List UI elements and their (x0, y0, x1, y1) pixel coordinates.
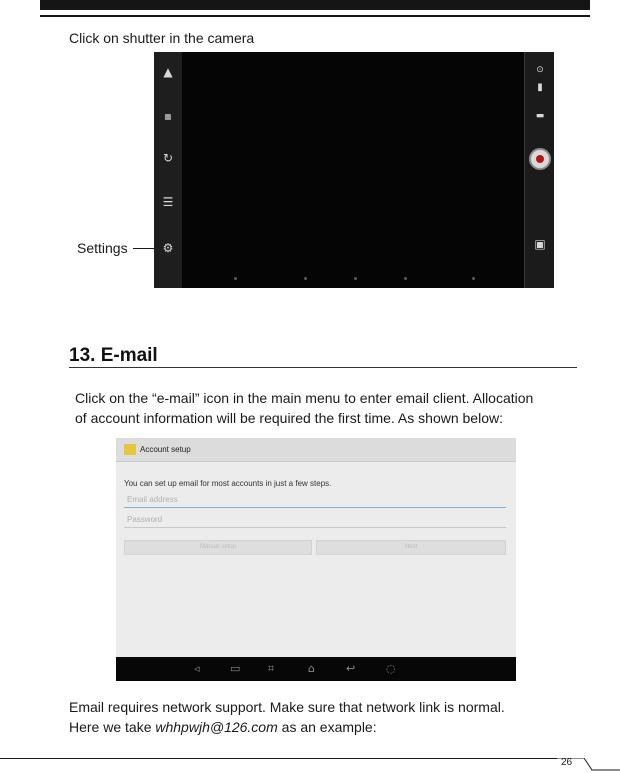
account-setup-screenshot (116, 438, 516, 681)
settings-icon[interactable]: ⚙ (162, 241, 174, 255)
camera-intro-text: Click on shutter in the camera (69, 30, 255, 46)
network-note: Email requires network support. Make sure that network link is normal. (69, 699, 505, 715)
section-rule (69, 367, 577, 368)
camera-mode-icon[interactable]: ▲ (163, 65, 173, 79)
settings-callout-line (133, 248, 154, 249)
password-field[interactable]: Password (124, 514, 506, 528)
body-text-line-2: of account information will be required the first time. As shown below: (75, 410, 503, 426)
section-title: 13. E-mail (69, 345, 158, 366)
effects-icon[interactable]: ☰ (162, 195, 174, 209)
back-icon[interactable]: ▭ (230, 662, 241, 675)
return-icon[interactable]: ↩ (346, 662, 356, 675)
volume-down-icon[interactable]: ◃ (194, 662, 200, 675)
example-suffix: as an example: (277, 719, 377, 735)
gallery-icon[interactable]: ▣ (534, 237, 546, 251)
manual-setup-button[interactable]: Manual setup (124, 540, 312, 555)
android-navigation-bar (116, 657, 516, 681)
example-prefix: Here we take (69, 719, 156, 735)
volume-up-icon[interactable]: ◌ (386, 662, 396, 675)
email-address-field[interactable]: Email address (124, 494, 506, 508)
body-text-line-1: Click on the “e-mail” icon in the main menu to enter email client. Allocation (75, 390, 534, 406)
nav-dot (234, 277, 237, 280)
home-icon[interactable]: ⌗ (268, 662, 275, 675)
nav-dot (354, 277, 357, 280)
zoom-icon[interactable]: ▮ (537, 82, 543, 93)
footer-rule (0, 758, 557, 759)
nav-dot (472, 277, 475, 280)
footer-tab-shape (556, 758, 620, 772)
camera-screenshot (154, 52, 554, 288)
next-button[interactable]: Next (316, 540, 506, 555)
header-rule-thin (40, 15, 590, 17)
video-mode-icon[interactable]: ▪ (163, 109, 173, 123)
shutter-icon[interactable] (529, 148, 551, 170)
email-app-icon (124, 444, 136, 455)
camera-left-toolbar (154, 52, 182, 288)
example-email: whhpwjh@126.com (155, 719, 278, 735)
nav-dot (404, 277, 407, 280)
account-setup-title: Account setup (140, 445, 191, 454)
header-rule-thick (40, 0, 590, 10)
settings-callout-label: Settings (77, 240, 128, 256)
nav-dot (304, 277, 307, 280)
page-number: 26 (561, 757, 573, 768)
recent-apps-icon[interactable]: ⌂ (308, 662, 315, 675)
account-setup-intro: You can set up email for most accounts in just a few steps. (124, 479, 332, 488)
flash-icon[interactable]: ▬ (535, 111, 545, 121)
camera-switch-icon[interactable]: ⊙ (536, 65, 544, 75)
account-setup-action-bar (116, 438, 516, 462)
panorama-icon[interactable]: ↻ (162, 151, 174, 165)
camera-right-toolbar (524, 52, 554, 288)
example-line (69, 719, 377, 736)
